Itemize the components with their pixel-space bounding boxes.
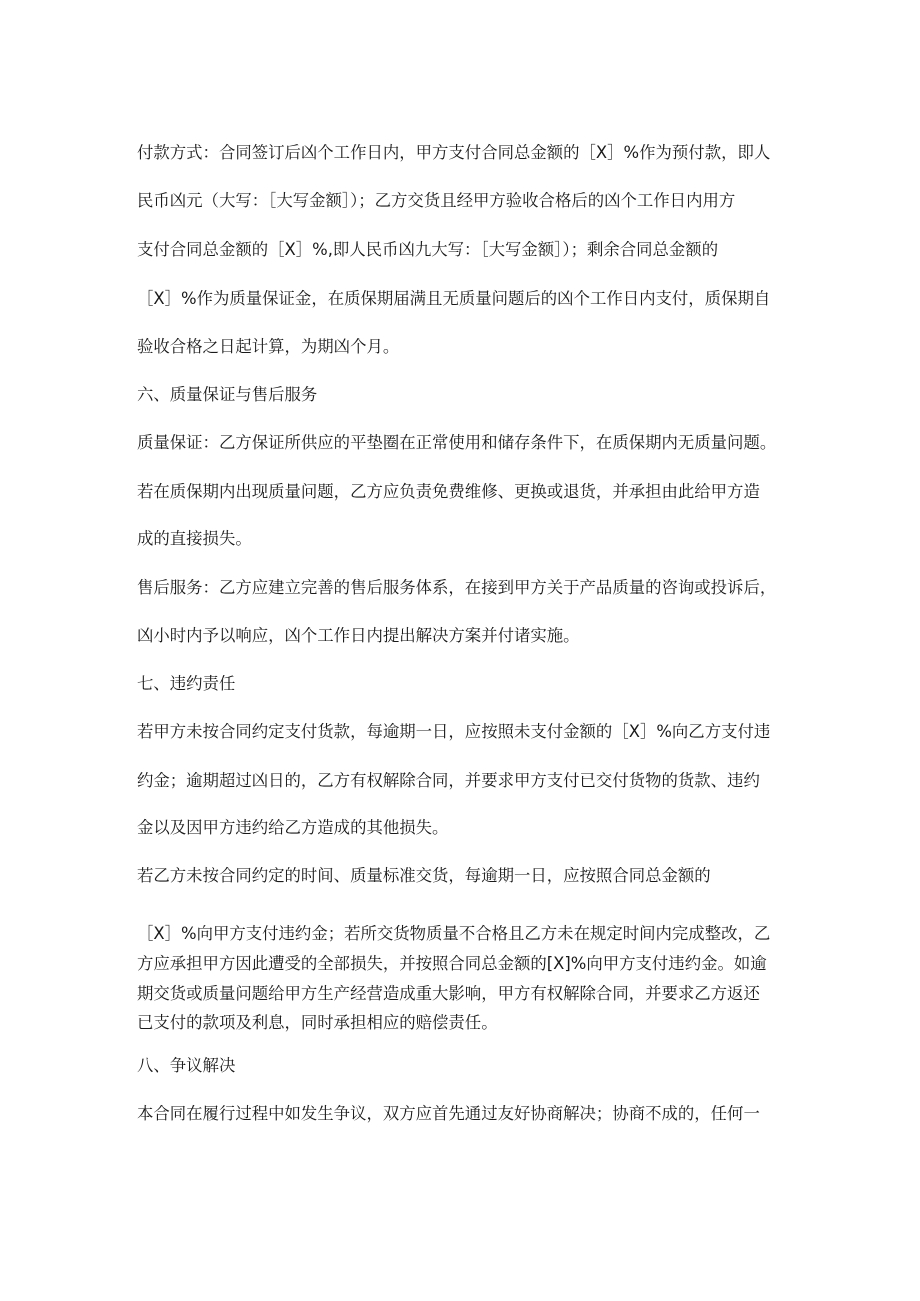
text-line: 已支付的款项及利息，同时承担相应的赔偿责任。 xyxy=(137,1013,498,1032)
text-line: 凶小时内予以响应，凶个工作日内提出解决方案并付诸实施。 xyxy=(137,626,580,645)
text-line: 若在质保期内出现质量问题，乙方应负责免费维修、更换或退货，并承担由此给甲方造 xyxy=(137,482,760,501)
text-line: 若乙方未按合同约定的时间、质量标准交货，每逾期一日，应按照合同总金额的 xyxy=(137,866,711,885)
text-line: 验收合格之日起计算，为期凶个月。 xyxy=(137,337,400,356)
text-line: 本合同在履行过程中如发生争议，双方应首先通过友好协商解决；协商不成的，任何一 xyxy=(137,1104,760,1123)
text-line: 成的直接损失。 xyxy=(137,529,252,548)
text-line: ［X］%作为质量保证金，在质保期届满且无质量问题后的凶个工作日内支付，质保期自 xyxy=(137,289,771,308)
text-line: 民币凶元（大写：［大写金额］）；乙方交货且经甲方验收合格后的凶个工作日内用方 xyxy=(137,191,736,210)
section-heading: 八、争议解决 xyxy=(137,1056,236,1075)
section-heading: 七、违约责任 xyxy=(137,674,236,693)
text-line: 付款方式：合同签订后凶个工作日内，甲方支付合同总金额的［X］%作为预付款，即人 xyxy=(137,143,771,162)
text-line: 售后服务：乙方应建立完善的售后服务体系，在接到甲方关于产品质量的咨询或投诉后， xyxy=(137,578,777,597)
text-line: 金以及因甲方违约给乙方造成的其他损失。 xyxy=(137,818,449,837)
text-line: 质量保证：乙方保证所供应的平垫圈在正常使用和储存条件下，在质保期内无质量问题。 xyxy=(137,433,777,452)
section-heading: 六、质量保证与售后服务 xyxy=(137,385,318,404)
text-line: 方应承担甲方因此遭受的全部损失，并按照合同总金额的[X]%向甲方支付违约金。如逾 xyxy=(137,954,767,973)
text-line: 若甲方未按合同约定支付货款，每逾期一日，应按照未支付金额的［X］%向乙方支付违 xyxy=(137,722,771,741)
text-line: 期交货或质量问题给甲方生产经营造成重大影响，甲方有权解除合同，并要求乙方返还 xyxy=(137,984,760,1003)
text-line: 约金；逾期超过凶日的，乙方有权解除合同，并要求甲方支付已交付货物的货款、违约 xyxy=(137,771,760,790)
text-line: 支付合同总金额的［X］%,即人民币凶九大写：［大写金额］）；剩余合同总金额的 xyxy=(137,240,719,259)
text-line: ［X］%向甲方支付违约金；若所交货物质量不合格且乙方未在规定时间内完成整改，乙 xyxy=(137,924,771,943)
